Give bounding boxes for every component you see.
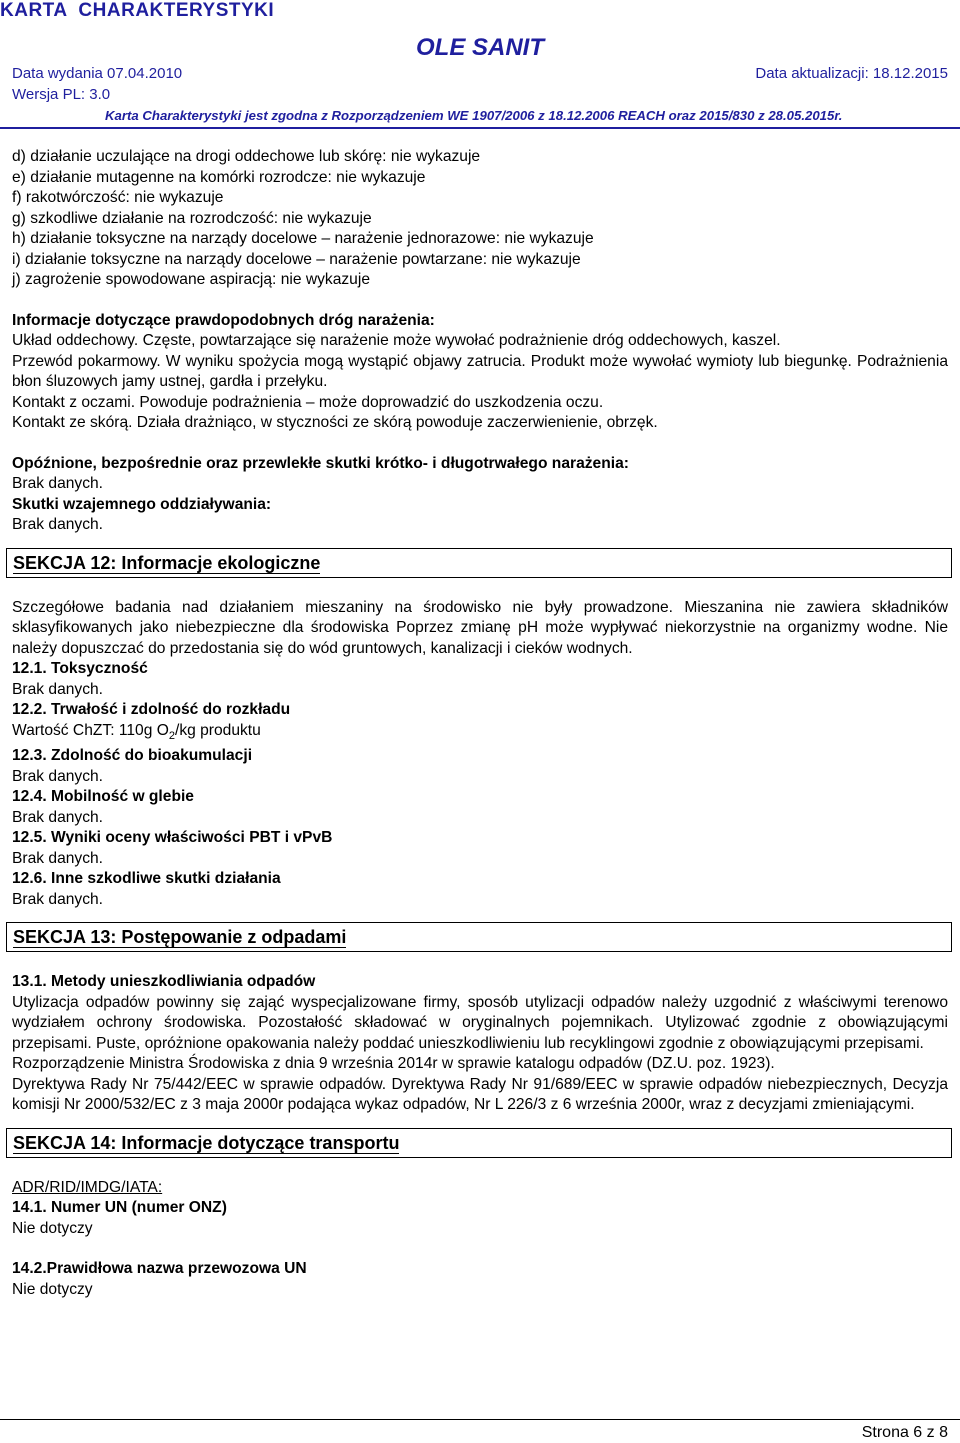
interaction-value: Brak danych. bbox=[12, 516, 104, 533]
tox-item-h: h) działanie toksyczne na narządy docelowe – narażenie jednorazowe: nie wykazuje bbox=[12, 230, 594, 247]
transport-regulations: ADR/RID/IMDG/IATA: bbox=[12, 1178, 163, 1196]
route-skin: Kontakt ze skórą. Działa drażniąco, w styczności ze skórą powoduje zaczerwienienie, obrzęk. bbox=[12, 414, 658, 431]
section-13-para-2: Rozporządzenie Ministra Środowiska z dnia 9 września 2014r w sprawie katalogu odpadów (DZ.U. poz. 1923). bbox=[12, 1055, 775, 1073]
section-12-title: SEKCJA 12: Informacje ekologiczne bbox=[6, 548, 952, 578]
tox-item-e: e) działanie mutagenne na komórki rozrodcze: nie wykazuje bbox=[12, 168, 426, 186]
subsection-12-4-value: Brak danych. bbox=[12, 808, 104, 826]
update-date: Data aktualizacji: 18.12.2015 bbox=[755, 65, 948, 82]
subsection-12-2-value: Wartość ChZT: 110g $O_2/kg$ produktu bbox=[12, 721, 261, 742]
subsection-12-3-value: Brak danych. bbox=[12, 767, 104, 785]
subsection-12-3: 12.3. Zdolność do bioakumulacji bbox=[12, 747, 253, 765]
issue-date: Data wydania 07.04.2010 bbox=[12, 65, 183, 82]
section-13-para-3: Dyrektywa Rady Nr 75/442/EEC w sprawie odpadów. Dyrektywa Rady Nr 91/689/EEC w sprawie odpadów niebezpiecznych, Decyzja komisji Nr 2000/532/EC z 3 maja 2000r podająca wykaz odpadów, Nr L 226/3 z 6 września 2000r, wraz z decyzjami zmieniającymi. bbox=[12, 1075, 948, 1114]
section-13-para-1: Utylizacja odpadów powinny się zająć wyspecjalizowane firmy, sposób utylizacji odpadów należy uzgodnić z właściwymi terenowo wydziałem ochrony środowiska. Pozostałość składować w oryginalnych pojemnikach. Utylizować zgodnie z obowiązującymi przepisami. Puste, opróżnione opakowania należy poddać unieszkodliwieniu lub recyklingowi zgodnie z obowiązującymi przepisami. bbox=[12, 993, 948, 1052]
subsection-13-1: 13.1. Metody unieszkodliwiania odpadów bbox=[12, 973, 316, 991]
subsection-12-6-value: Brak danych. bbox=[12, 890, 104, 908]
compliance-note: Karta Charakterystyki jest zgodna z Rozporządzeniem WE 1907/2006 z 18.12.2006 REACH oraz 2015/830 z 28.05.2015r. bbox=[105, 108, 843, 123]
subsection-12-2: 12.2. Trwałość i zdolność do rozkładu bbox=[12, 701, 291, 718]
route-respiratory: Układ oddechowy. Częste, powtarzające się narażenie może wywołać podrażnienie dróg oddechowych, kaszel. bbox=[12, 332, 781, 349]
section-14-title: SEKCJA 14: Informacje dotyczące transportu bbox=[6, 1128, 952, 1158]
subsection-14-2: 14.2.Prawidłowa nazwa przewozowa UN bbox=[12, 1260, 307, 1278]
subsection-12-6: 12.6. Inne szkodliwe skutki działania bbox=[12, 870, 281, 888]
route-eyes: Kontakt z oczami. Powoduje podrażnienia – może doprowadzić do uszkodzenia oczu. bbox=[12, 393, 604, 411]
tox-item-i: i) działanie toksyczne na narządy docelowe – narażenie powtarzane: nie wykazuje bbox=[12, 250, 581, 268]
document-title: KARTA CHARAKTERYSTYKI bbox=[0, 0, 275, 21]
section-12-intro: Szczegółowe badania nad działaniem mieszaniny na środowisko nie były prowadzone. Mieszanina nie zawiera składników sklasyfikowanych jako niebezpieczne dla środowiska Poprzez zmianę pH może wypływać niekorzystnie na organizmy wodne. Nie należy dopuszczać do przedostania się do wód gruntowych, kanalizacji i cieków wodnych. bbox=[12, 598, 948, 657]
subsection-12-5-value: Brak danych. bbox=[12, 849, 104, 867]
subsection-14-2-value: Nie dotyczy bbox=[12, 1280, 93, 1298]
footer-divider bbox=[0, 1419, 960, 1420]
page-header bbox=[0, 0, 960, 126]
page-content bbox=[12, 147, 948, 1300]
version: Wersja PL: 3.0 bbox=[12, 86, 111, 103]
page-number: Strona 6 z 8 bbox=[861, 1424, 948, 1441]
tox-item-d: d) działanie uczulające na drogi oddechowe lub skórę: nie wykazuje bbox=[12, 148, 481, 165]
routes-heading: Informacje dotyczące prawdopodobnych dróg narażenia: bbox=[12, 311, 435, 329]
subsection-14-1-value: Nie dotyczy bbox=[12, 1219, 93, 1237]
tox-item-j: j) zagrożenie spowodowane aspiracją: nie wykazuje bbox=[12, 271, 370, 288]
tox-item-f: f) rakotwórczość: nie wykazuje bbox=[12, 189, 224, 206]
subsection-12-5: 12.5. Wyniki oceny właściwości PBT i vPvB bbox=[12, 829, 333, 847]
delayed-effects-heading: Opóźnione, bezpośrednie oraz przewlekłe skutki krótko- i długotrwałego narażenia: bbox=[12, 454, 629, 472]
subsection-12-4: 12.4. Mobilność w glebie bbox=[12, 788, 194, 806]
route-digestive: Przewód pokarmowy. W wyniku spożycia mogą wystąpić objawy zatrucia. Produkt może wywołać wymioty lub biegunkę. Podrażnienia błon śluzowych jamy ustnej, gardła i przełyku. bbox=[12, 352, 948, 390]
subsection-12-1-value: Brak danych. bbox=[12, 680, 104, 698]
interaction-heading: Skutki wzajemnego oddziaływania: bbox=[12, 495, 272, 513]
section-13-title: SEKCJA 13: Postępowanie z odpadami bbox=[6, 922, 952, 952]
delayed-effects-value: Brak danych. bbox=[12, 475, 104, 492]
product-name: OLE SANIT bbox=[415, 34, 544, 61]
subsection-12-1: 12.1. Toksyczność bbox=[12, 660, 148, 677]
header-divider bbox=[0, 127, 960, 129]
subsection-14-1: 14.1. Numer UN (numer ONZ) bbox=[12, 1199, 227, 1217]
tox-item-g: g) szkodliwe działanie na rozrodczość: nie wykazuje bbox=[12, 209, 372, 227]
